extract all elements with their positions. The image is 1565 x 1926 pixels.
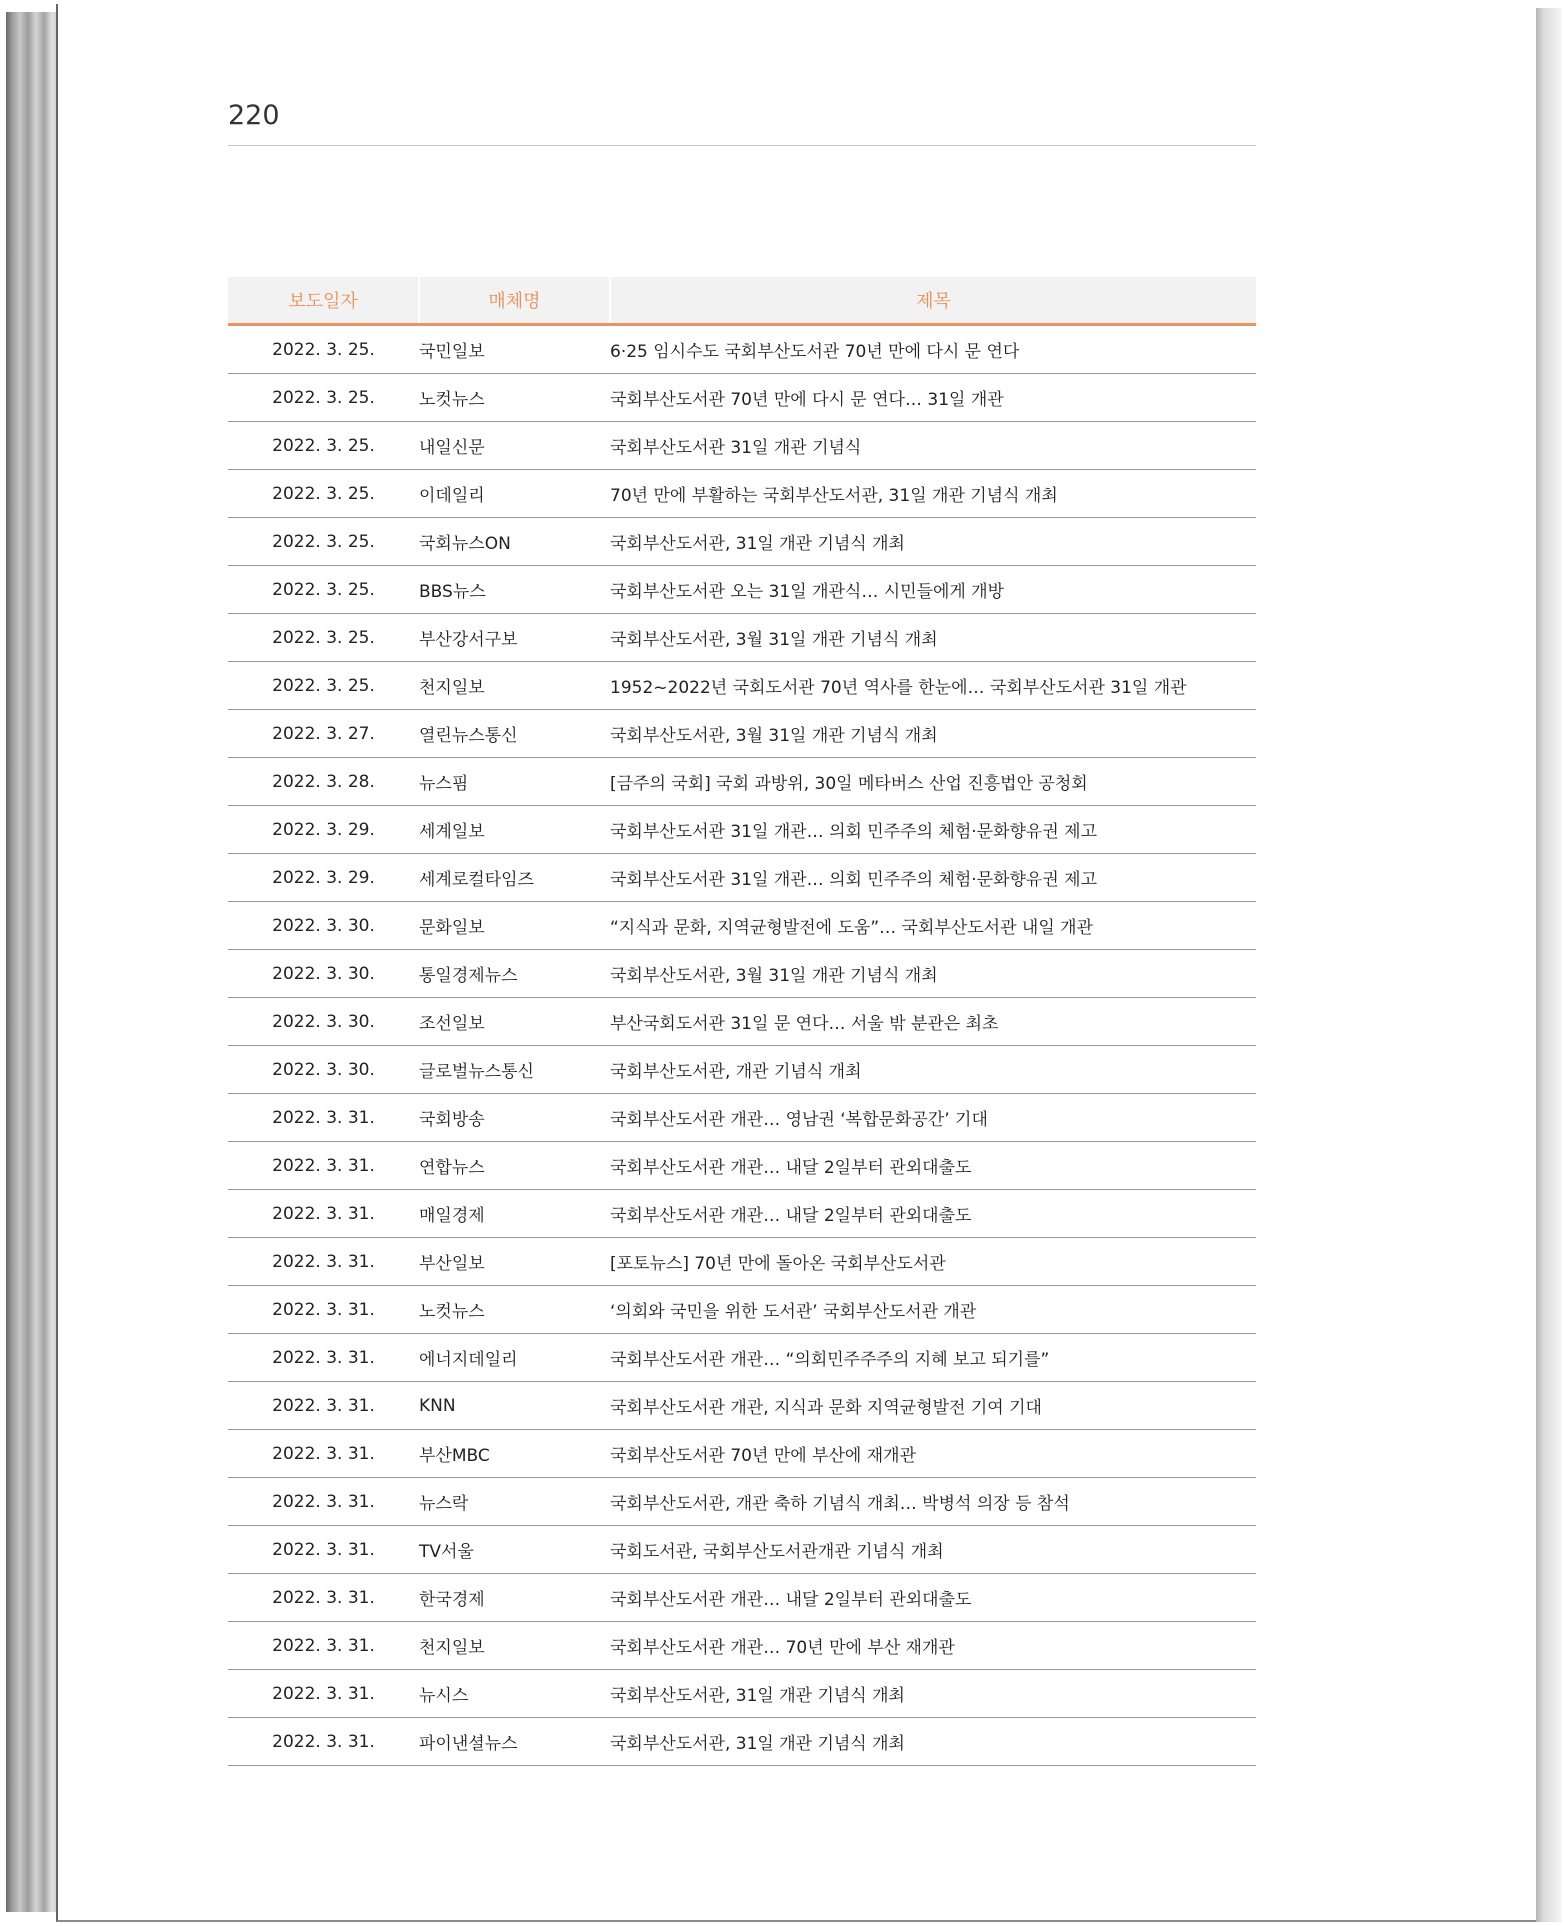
cell-media: 노컷뉴스	[419, 1286, 610, 1334]
cell-title: 70년 만에 부활하는 국회부산도서관, 31일 개관 기념식 개최	[610, 470, 1256, 518]
cell-title: 국회부산도서관 개관, 지식과 문화 지역균형발전 기여 기대	[610, 1382, 1256, 1430]
press-coverage-table	[228, 277, 1256, 1766]
table-header-row	[228, 277, 1256, 325]
cell-title: 국회부산도서관, 31일 개관 기념식 개최	[610, 1670, 1256, 1718]
cell-media: 매일경제	[419, 1190, 610, 1238]
cell-date: 2022. 3. 31.	[228, 1622, 419, 1670]
cell-title: 부산국회도서관 31일 문 연다… 서울 밖 분관은 최초	[610, 998, 1256, 1046]
cell-title: 국회부산도서관 오는 31일 개관식… 시민들에게 개방	[610, 566, 1256, 614]
cell-title: 국회부산도서관, 3월 31일 개관 기념식 개최	[610, 710, 1256, 758]
cell-date: 2022. 3. 29.	[228, 806, 419, 854]
cell-date: 2022. 3. 25.	[228, 422, 419, 470]
table-row	[228, 614, 1256, 662]
table-row	[228, 518, 1256, 566]
table-row	[228, 566, 1256, 614]
cell-title: 국회부산도서관 개관… 내달 2일부터 관외대출도	[610, 1142, 1256, 1190]
cell-title: 국회부산도서관, 개관 축하 기념식 개최… 박병석 의장 등 참석	[610, 1478, 1256, 1526]
cell-media: 국회뉴스ON	[419, 518, 610, 566]
cell-media: 이데일리	[419, 470, 610, 518]
page-shadow	[1536, 8, 1562, 1922]
cell-date: 2022. 3. 25.	[228, 614, 419, 662]
cell-media: 세계일보	[419, 806, 610, 854]
table-row	[228, 422, 1256, 470]
table-row	[228, 1382, 1256, 1430]
table-row	[228, 1430, 1256, 1478]
cell-date: 2022. 3. 30.	[228, 950, 419, 998]
cell-date: 2022. 3. 31.	[228, 1334, 419, 1382]
cell-title: 국회부산도서관, 개관 기념식 개최	[610, 1046, 1256, 1094]
table-row	[228, 854, 1256, 902]
cell-title: 국회부산도서관, 31일 개관 기념식 개최	[610, 518, 1256, 566]
cell-title: 국회부산도서관, 3월 31일 개관 기념식 개최	[610, 614, 1256, 662]
cell-date: 2022. 3. 31.	[228, 1142, 419, 1190]
table-row	[228, 1478, 1256, 1526]
cell-title: 국회부산도서관, 31일 개관 기념식 개최	[610, 1718, 1256, 1766]
header-date: 보도일자	[228, 277, 419, 325]
cell-date: 2022. 3. 31.	[228, 1574, 419, 1622]
cell-date: 2022. 3. 25.	[228, 566, 419, 614]
cell-date: 2022. 3. 31.	[228, 1526, 419, 1574]
cell-date: 2022. 3. 30.	[228, 902, 419, 950]
cell-title: 국회부산도서관 개관… 내달 2일부터 관외대출도	[610, 1190, 1256, 1238]
table-row	[228, 806, 1256, 854]
table-row	[228, 902, 1256, 950]
cell-date: 2022. 3. 27.	[228, 710, 419, 758]
cell-title: 6·25 임시수도 국회부산도서관 70년 만에 다시 문 연다	[610, 325, 1256, 374]
cell-date: 2022. 3. 31.	[228, 1478, 419, 1526]
cell-date: 2022. 3. 25.	[228, 325, 419, 374]
cell-media: 통일경제뉴스	[419, 950, 610, 998]
cell-date: 2022. 3. 30.	[228, 1046, 419, 1094]
cell-title: 국회부산도서관 70년 만에 부산에 재개관	[610, 1430, 1256, 1478]
cell-media: 부산MBC	[419, 1430, 610, 1478]
cell-media: 뉴스핌	[419, 758, 610, 806]
header-media: 매체명	[419, 277, 610, 325]
page-number: 220	[228, 100, 280, 131]
table-row	[228, 470, 1256, 518]
cell-date: 2022. 3. 25.	[228, 374, 419, 422]
cell-title: 국회부산도서관 31일 개관… 의회 민주주의 체험·문화향유권 제고	[610, 854, 1256, 902]
table-row	[228, 662, 1256, 710]
table-row	[228, 1142, 1256, 1190]
cell-title: 국회부산도서관 70년 만에 다시 문 연다… 31일 개관	[610, 374, 1256, 422]
cell-media: 세계로컬타임즈	[419, 854, 610, 902]
table-row	[228, 1334, 1256, 1382]
header-rule	[228, 145, 1256, 146]
cell-media: 문화일보	[419, 902, 610, 950]
cell-media: 국회방송	[419, 1094, 610, 1142]
cell-media: 조선일보	[419, 998, 610, 1046]
cell-media: 노컷뉴스	[419, 374, 610, 422]
cell-date: 2022. 3. 25.	[228, 470, 419, 518]
cell-date: 2022. 3. 30.	[228, 998, 419, 1046]
cell-title: 국회부산도서관 31일 개관… 의회 민주주의 체험·문화향유권 제고	[610, 806, 1256, 854]
cell-title: 국회부산도서관 개관… 영남권 ‘복합문화공간’ 기대	[610, 1094, 1256, 1142]
cell-media: 내일신문	[419, 422, 610, 470]
cell-media: 연합뉴스	[419, 1142, 610, 1190]
cell-date: 2022. 3. 25.	[228, 662, 419, 710]
cell-title: 국회도서관, 국회부산도서관개관 기념식 개최	[610, 1526, 1256, 1574]
cell-media: 에너지데일리	[419, 1334, 610, 1382]
cell-title: “지식과 문화, 지역균형발전에 도움”… 국회부산도서관 내일 개관	[610, 902, 1256, 950]
cell-date: 2022. 3. 28.	[228, 758, 419, 806]
cell-date: 2022. 3. 31.	[228, 1238, 419, 1286]
cell-title: ‘의회와 국민을 위한 도서관’ 국회부산도서관 개관	[610, 1286, 1256, 1334]
cell-media: 한국경제	[419, 1574, 610, 1622]
cell-media: 글로벌뉴스통신	[419, 1046, 610, 1094]
table-row	[228, 374, 1256, 422]
cell-media: 부산일보	[419, 1238, 610, 1286]
cell-title: 국회부산도서관 개관… 70년 만에 부산 재개관	[610, 1622, 1256, 1670]
cell-media: BBS뉴스	[419, 566, 610, 614]
cell-title: 국회부산도서관 개관… 내달 2일부터 관외대출도	[610, 1574, 1256, 1622]
table-row	[228, 1526, 1256, 1574]
cell-date: 2022. 3. 25.	[228, 518, 419, 566]
cell-title: [포토뉴스] 70년 만에 돌아온 국회부산도서관	[610, 1238, 1256, 1286]
table-row	[228, 950, 1256, 998]
cell-title: 국회부산도서관 개관… “의회민주주주의 지혜 보고 되기를”	[610, 1334, 1256, 1382]
cell-media: 뉴시스	[419, 1670, 610, 1718]
table-row	[228, 1190, 1256, 1238]
table-row	[228, 1286, 1256, 1334]
cell-media: 열린뉴스통신	[419, 710, 610, 758]
header-title: 제목	[610, 277, 1256, 325]
table-row	[228, 1046, 1256, 1094]
cell-date: 2022. 3. 31.	[228, 1382, 419, 1430]
table-row	[228, 758, 1256, 806]
table-row	[228, 1622, 1256, 1670]
table-row	[228, 710, 1256, 758]
cell-date: 2022. 3. 31.	[228, 1430, 419, 1478]
table-row	[228, 1238, 1256, 1286]
cell-date: 2022. 3. 29.	[228, 854, 419, 902]
cell-media: 부산강서구보	[419, 614, 610, 662]
cell-date: 2022. 3. 31.	[228, 1094, 419, 1142]
table-row	[228, 1094, 1256, 1142]
cell-date: 2022. 3. 31.	[228, 1286, 419, 1334]
table-row	[228, 1718, 1256, 1766]
table-row	[228, 1670, 1256, 1718]
cell-date: 2022. 3. 31.	[228, 1718, 419, 1766]
cell-media: 뉴스락	[419, 1478, 610, 1526]
cell-media: 국민일보	[419, 325, 610, 374]
cell-date: 2022. 3. 31.	[228, 1670, 419, 1718]
table-row	[228, 1574, 1256, 1622]
cell-media: TV서울	[419, 1526, 610, 1574]
table-row	[228, 325, 1256, 374]
cell-media: 파이낸셜뉴스	[419, 1718, 610, 1766]
cell-title: [금주의 국회] 국회 과방위, 30일 메타버스 산업 진흥법안 공청회	[610, 758, 1256, 806]
cell-media: 천지일보	[419, 662, 610, 710]
table-row	[228, 998, 1256, 1046]
cell-date: 2022. 3. 31.	[228, 1190, 419, 1238]
cell-title: 국회부산도서관 31일 개관 기념식	[610, 422, 1256, 470]
cell-title: 1952~2022년 국회도서관 70년 역사를 한눈에… 국회부산도서관 31일 개관	[610, 662, 1256, 710]
cell-media: 천지일보	[419, 1622, 610, 1670]
cell-media: KNN	[419, 1382, 610, 1430]
cell-title: 국회부산도서관, 3월 31일 개관 기념식 개최	[610, 950, 1256, 998]
